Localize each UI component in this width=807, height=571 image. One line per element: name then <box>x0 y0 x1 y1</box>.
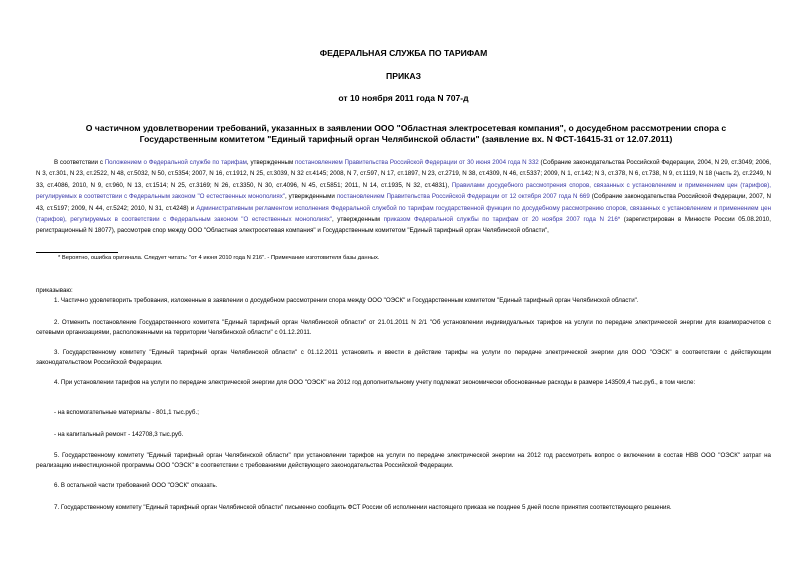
agency-title: ФЕДЕРАЛЬНАЯ СЛУЖБА ПО ТАРИФАМ <box>319 48 488 58</box>
order-item-4-materials: - на вспомогательные материалы - 801,1 тыс.руб.; <box>54 409 199 416</box>
order-item-2: 2. Отменить постановление Государственного комитета "Единый тарифный орган Челябинской области" от 21.01.2011 N 2/1 "Об установлении индивидуальных тарифов на услуги по передаче электрической энергии для взаиморасчетов с сетевыми организациями, расположенными на территории Челябинской области" с 01.12.2011. <box>36 319 771 336</box>
orders-intro: приказываю: <box>36 287 73 294</box>
link-administrative-regulation[interactable]: Административным регламентом исполнения Федеральной службой по тарифам государственной функции по досудебному рассмотрению споров, связанных с установлением и применением цен (тарифов), регулируемых в соответствии с Федеральным законом "О естественных монополиях" <box>36 204 771 224</box>
order-item-6: 6. В остальной части требований ООО "ОЭСК" отказать. <box>54 482 218 489</box>
order-item-5: 5. Государственному комитету "Единый тарифный орган Челябинской области" при установлении тарифов на услуги по передаче электрической энергии на 2012 год рассмотреть вопрос о включении в состав НВВ ООО "ОЭСК" затрат на реализацию инвестиционной программы ООО "ОЭСК" в соответствии с требованиями действующего законодательства Российской Федерации. <box>36 452 771 469</box>
order-item-3: 3. Государственному комитету "Единый тарифный орган Челябинской области" с 01.12.2011 установить и ввести в действие тарифы на услуги по передаче электрической энергии для ООО "ОЭСК" в соответствии с действующим законодательством Российской Федерации. <box>36 349 771 366</box>
link-fst-order-216[interactable]: приказом Федеральной службы по тарифам от 20 ноября 2007 года N 216* <box>383 216 621 224</box>
link-dispute-rules[interactable]: Правилами досудебного рассмотрения споров, связанных с установлением и применением цен (тарифов), регулируемых в соответствии с Федеральным законом "О естественных монополиях" <box>36 181 771 201</box>
link-government-decree-669[interactable]: постановлением Правительства Российской Федерации от 12 октября 2007 года N 669 <box>336 193 590 201</box>
footnote: * Вероятно, ошибка оригинала. Следует читать: "от 4 июня 2010 года N 216". - Примечание изготовителя базы данных. <box>58 255 380 261</box>
document-type: ПРИКАЗ <box>386 71 421 81</box>
document-date-number: от 10 ноября 2011 года N 707-д <box>338 93 469 103</box>
order-item-4-repair: - на капитальный ремонт - 142708,3 тыс.руб. <box>54 431 184 438</box>
order-item-1: 1. Частично удовлетворить требования, изложенные в заявлении о досудебном рассмотрении спора между ООО "ОЭСК" и Государственным комитетом "Единый тарифный орган Челябинской области". <box>54 297 639 304</box>
footnote-divider <box>36 252 118 253</box>
preamble-paragraph: В соответствии с Положением о Федеральной службе по тарифам, утвержденным постановлением Правительства Российской Федерации от 30 июня 2004 года N 332 (Собрание законодательства Российской Федерации, 2004, N 29, ст.3049; 2006, N 3, ст.301, N 23, ст.2522, N 48, ст.5032, N 50, ст.5354; 2007, N 16, ст.1912, N 25, ст.3039, N 32 ст.4145; 2008, N 7, ст.597, N 17, ст.1897, N 23, ст.2719, N 38, ст.4309, N 46, ст.5337; 2009, N 1, ст.142; N 3, ст.378, N 6, ст.738, N 9, ст.1119, N 18 (часть 2), ст.2249, N 33, ст.4086, 2010, N 9, ст.960, N 13, ст.1514; N 25, ст.3169; N 26, ст.3350, N 30, ст.4096, N 45, ст.5851; 2011, N 14, ст.1935, N 32, ст.4831), Правилами досудебного рассмотрения споров, связанных с установлением и применением цен (тарифов), регулируемых в соответствии с Федеральным законом "О естественных монополиях", утвержденными постановлением Правительства Российской Федерации от 12 октября 2007 года N 669 (Собрание законодательства Российской Федерации, 2007, N 43, ст.5197; 2009, N 44, ст.5242; 2010, N 31, ст.4248) и Административным регламентом исполнения Федеральной службой по тарифам государственной функции по досудебному рассмотрению споров, связанных с установлением и применением цен (тарифов), регулируемых в соответствии с Федеральным законом "О естественных монополиях", утвержденным приказом Федеральной службы по тарифам от 20 ноября 2007 года N 216* (зарегистрирован в Минюсте России 05.08.2010, регистрационный N 18077), рассмотрев спор между ООО "Областная электросетевая компания" и Государственным комитетом "Единый тарифный орган Челябинской области", <box>36 159 772 235</box>
order-item-7: 7. Государственному комитету "Единый тарифный орган Челябинской области" письменно сообщить ФСТ России об исполнении настоящего приказа не позднее 5 дней после принятия соответствующего решения. <box>54 504 672 511</box>
order-item-4: 4. При установлении тарифов на услуги по передаче электрической энергии для ООО "ОЭСК" на 2012 год дополнительному учету подлежат экономически обоснованные расходы в размере 143509,4 тыс.руб., в том числе: <box>54 379 696 386</box>
link-fst-regulation[interactable]: Положением о Федеральной службе по тарифам <box>104 159 247 166</box>
link-government-decree-332[interactable]: постановлением Правительства Российской Федерации от 30 июня 2004 года N 332 <box>295 159 539 166</box>
subject-line-1: О частичном удовлетворении требований, указанных в заявлении ООО "Областная электросетевая компания", о досудебном рассмотрении спора с <box>85 123 727 133</box>
subject-line-2: Государственным комитетом "Единый тарифный орган Челябинской области" (заявление вх. N ФСТ-16415-31 от 12.07.2011) <box>139 134 673 144</box>
